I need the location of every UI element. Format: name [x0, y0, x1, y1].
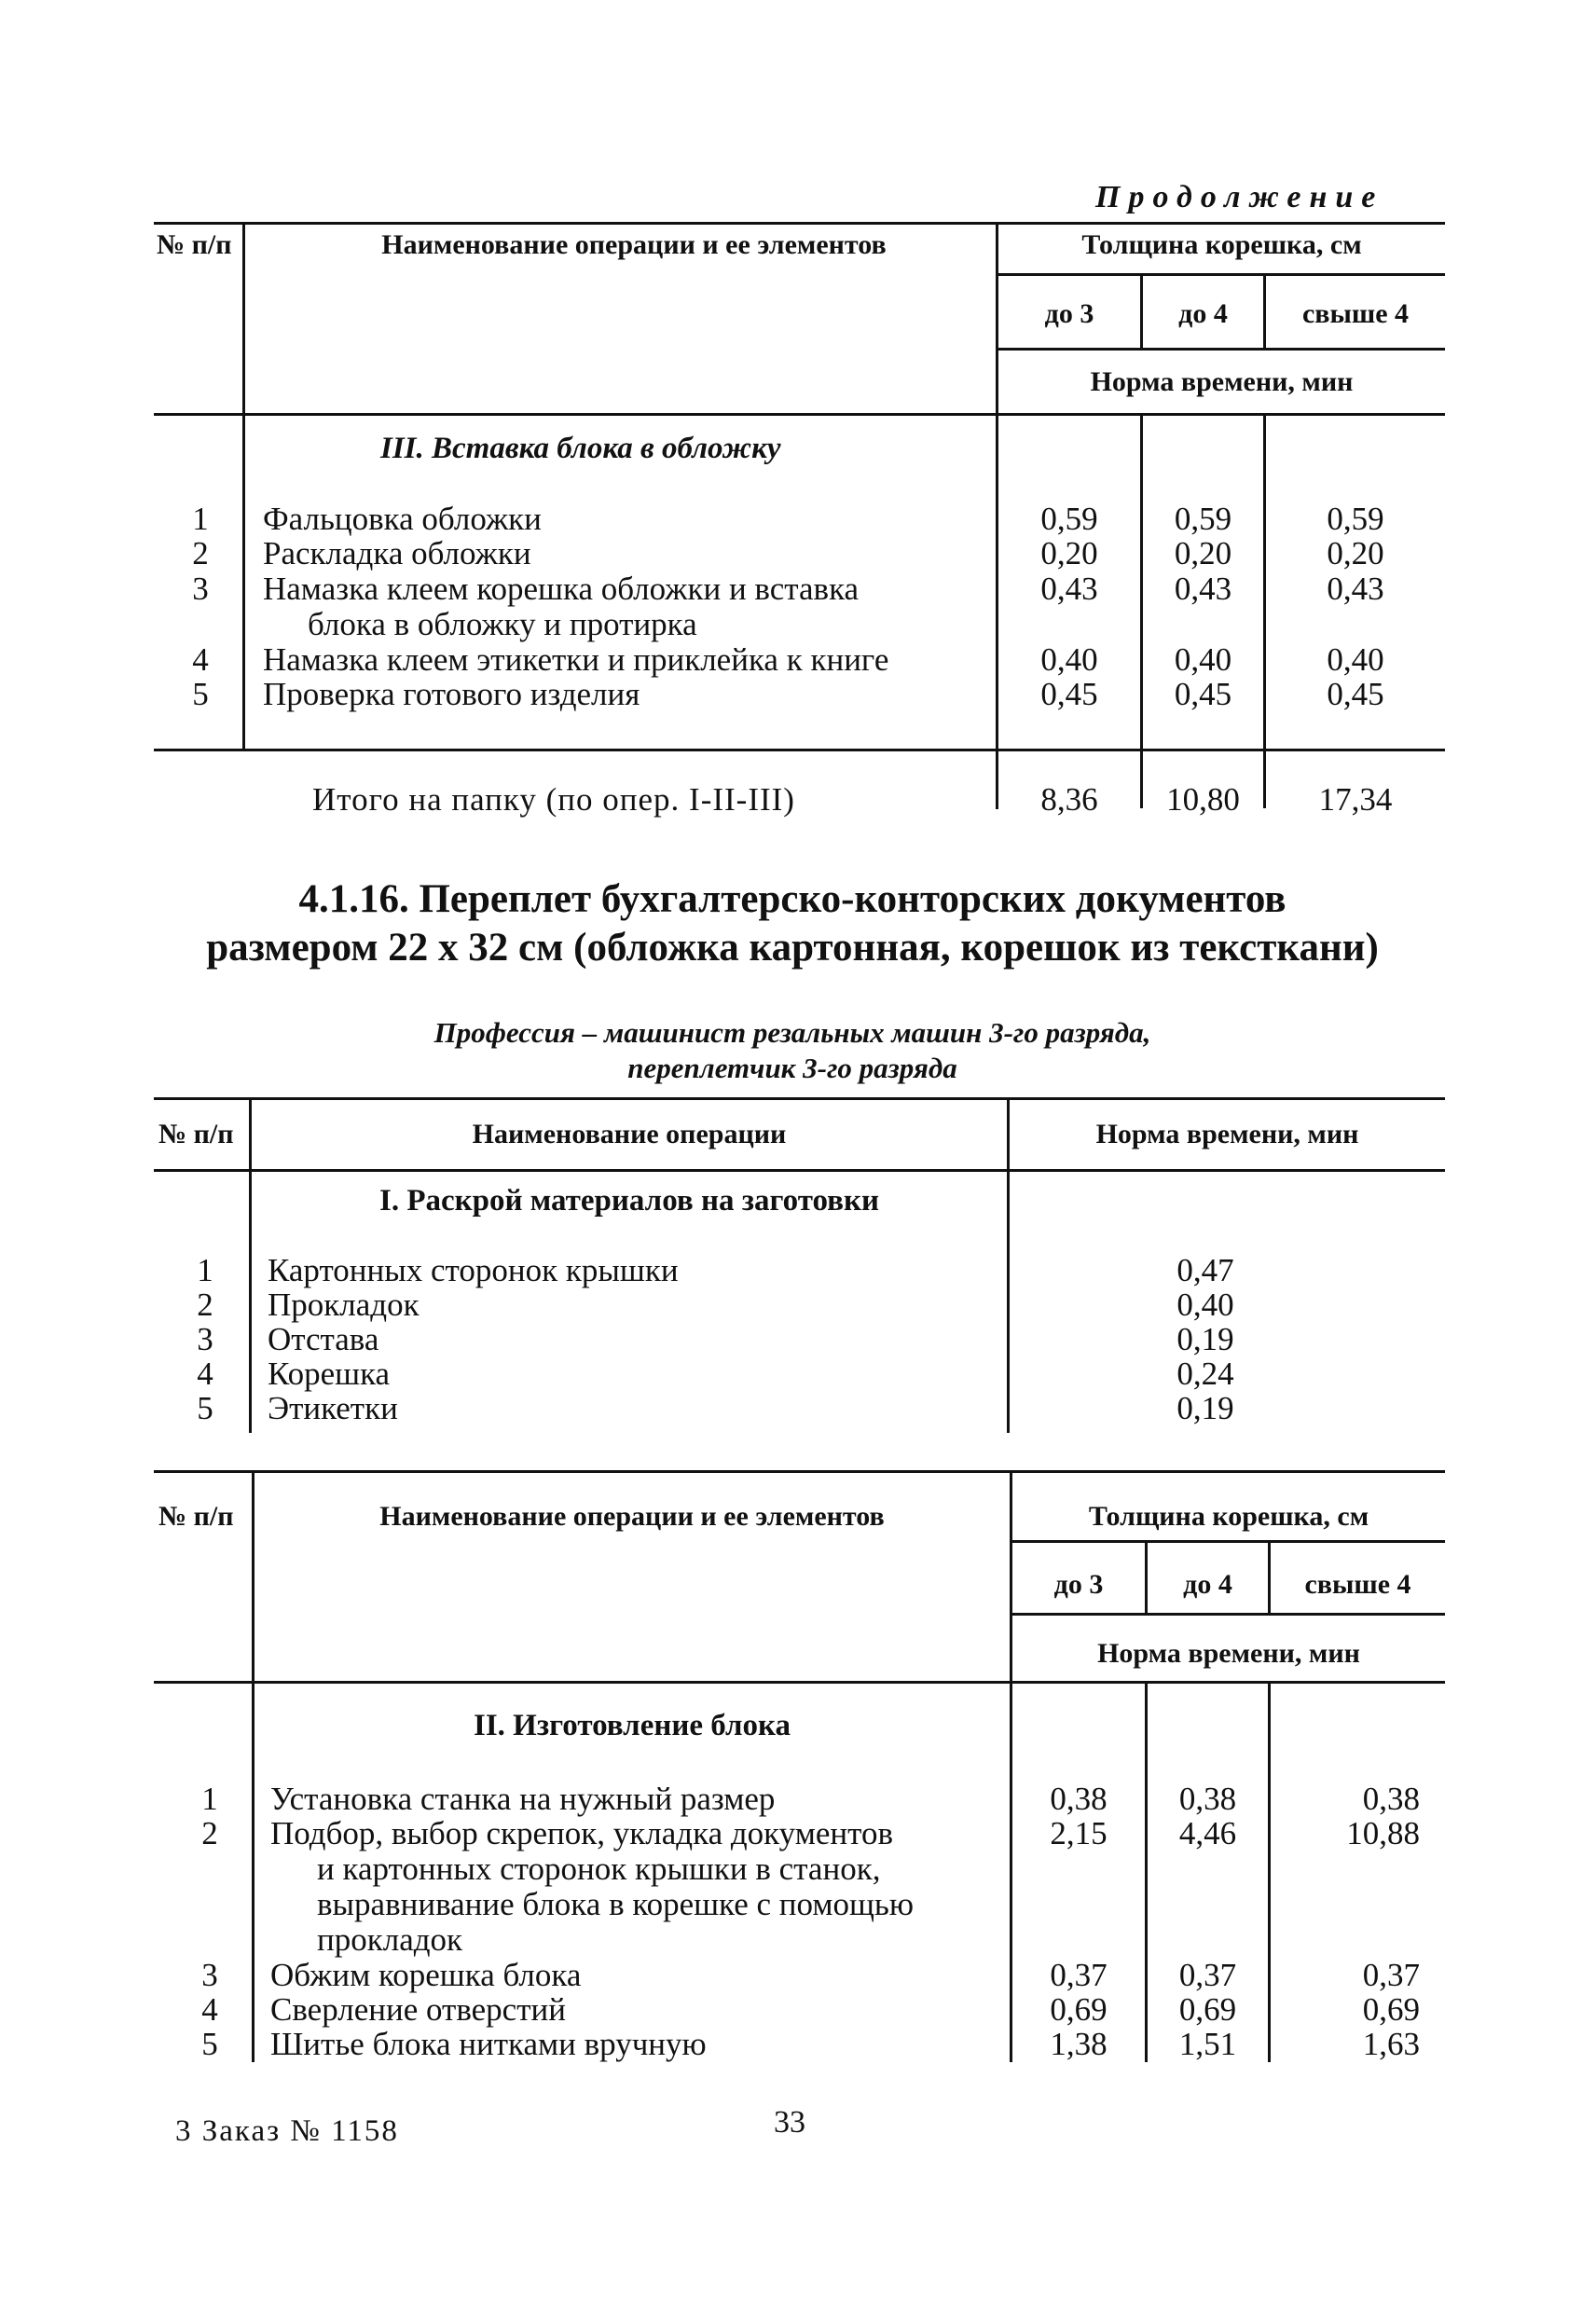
table1-row-value: 0,59 — [1040, 501, 1098, 537]
table3-row-value: 2,15 — [1050, 1815, 1108, 1851]
table2-row-value: 0,40 — [1176, 1287, 1234, 1323]
table3-section-title: II. Изготовление блока — [474, 1709, 791, 1742]
table2-section-title: I. Раскрой материалов на заготовки — [378, 1184, 879, 1218]
table3-row-value: 4,46 — [1178, 1815, 1237, 1851]
table3-row-name-cont: прокладок — [317, 1921, 463, 1958]
table2-row-value: 0,19 — [1176, 1390, 1234, 1426]
table3-row-value: 0,37 — [1362, 1957, 1420, 1993]
table2-row-value: 0,24 — [1176, 1356, 1234, 1392]
table3-norm-header: Норма времени, мин — [1097, 1638, 1360, 1669]
table1-row-name: Фальцовка обложки — [263, 501, 542, 537]
table1-norm-header: Норма времени, мин — [1090, 366, 1354, 397]
table2-col-num-header: № п/п — [158, 1119, 234, 1149]
table1-row-num: 5 — [192, 676, 209, 712]
table3-row-value: 1,63 — [1362, 2026, 1420, 2062]
table1-row-value: 0,40 — [1327, 641, 1384, 678]
section-heading-line2: размером 22 х 32 см (обложка картонная, корешок из тексткани) — [206, 926, 1379, 970]
table3-row-value: 1,51 — [1178, 2026, 1237, 2062]
table2-row-value: 0,19 — [1176, 1321, 1234, 1357]
table1-total-value: 8,36 — [1040, 781, 1098, 818]
table2-row-name: Прокладок — [268, 1287, 420, 1323]
table3-subcol-upto3: до 3 — [1053, 1569, 1104, 1600]
table1-row-value: 0,43 — [1040, 571, 1098, 607]
table3-row-name: Подбор, выбор скрепок, укладка документов — [270, 1815, 893, 1851]
table1-subcol-over4: свыше 4 — [1301, 298, 1410, 329]
table1-row-value: 0,20 — [1174, 535, 1232, 571]
table3-row-num: 1 — [201, 1781, 218, 1817]
table1-row-value: 0,45 — [1040, 676, 1098, 712]
table3-thickness-header: Толщина корешка, см — [1088, 1501, 1369, 1532]
table3-row-name: Установка станка на нужный размер — [270, 1781, 776, 1817]
table2-row-num: 5 — [197, 1390, 213, 1426]
table1-row-value: 0,59 — [1327, 501, 1384, 537]
table1-row-value: 0,43 — [1174, 571, 1232, 607]
table3-col-num-header: № п/п — [158, 1501, 234, 1532]
table2-row-name: Корешка — [268, 1356, 391, 1392]
table1-total-value: 17,34 — [1318, 781, 1393, 818]
table3-row-value: 0,38 — [1050, 1781, 1108, 1817]
table3-row-name-cont: и картонных сторонок крышки в станок, — [317, 1851, 881, 1887]
table3-row-value: 10,88 — [1346, 1815, 1420, 1851]
table3-row-value: 0,38 — [1178, 1781, 1237, 1817]
table1-row-value: 0,45 — [1327, 676, 1384, 712]
table2-col-norm-header: Норма времени, мин — [1095, 1119, 1359, 1149]
table1-section-title: III. Вставка блока в обложку — [380, 432, 781, 465]
section-heading-line1: 4.1.16. Переплет бухгалтерско-конторских документов — [298, 877, 1286, 921]
table3-row-num: 2 — [201, 1815, 218, 1851]
profession-line2: переплетчик 3-го разряда — [627, 1052, 957, 1084]
table1-row-num: 4 — [192, 641, 209, 678]
table1-col-name-header: Наименование операции и ее элементов — [381, 229, 887, 260]
footer-order-number: 3 Заказ № 1158 — [175, 2114, 399, 2148]
table3-row-value: 1,38 — [1050, 2026, 1108, 2062]
table3-row-name: Сверление отверстий — [270, 1991, 566, 2028]
table2-row-name: Этикетки — [268, 1390, 398, 1426]
table2-row-value: 0,47 — [1176, 1252, 1234, 1288]
table1-col-num-header: № п/п — [157, 229, 232, 260]
table2-row-name: Картонных сторонок крышки — [268, 1252, 679, 1288]
table1-row-num: 2 — [192, 535, 209, 571]
table2-row-name: Отстава — [268, 1321, 379, 1357]
table3-subcol-over4: свыше 4 — [1304, 1569, 1411, 1600]
table3-row-num: 4 — [201, 1991, 218, 2028]
table2-row-num: 2 — [197, 1287, 213, 1323]
table3-row-value: 0,37 — [1050, 1957, 1108, 1993]
table1-total-value: 10,80 — [1166, 781, 1240, 818]
table3-row-value: 0,38 — [1362, 1781, 1420, 1817]
table2-row-num: 3 — [197, 1321, 213, 1357]
table1-row-value: 0,40 — [1174, 641, 1232, 678]
table2-row-num: 4 — [197, 1356, 213, 1392]
table3-row-value: 0,69 — [1362, 1991, 1420, 2028]
table3-row-name-cont: выравнивание блока в корешке с помощью — [317, 1886, 915, 1922]
table3-row-num: 3 — [201, 1957, 218, 1993]
table2-col-name-header: Наименование операции — [472, 1119, 787, 1149]
table1-row-name: Намазка клеем этикетки и приклейка к книге — [263, 641, 889, 678]
page-number: 33 — [774, 2105, 805, 2140]
table3-row-name: Обжим корешка блока — [270, 1957, 582, 1993]
table1-row-value: 0,43 — [1327, 571, 1384, 607]
table3-row-value: 0,69 — [1178, 1991, 1237, 2028]
table3-row-name: Шитье блока нитками вручную — [270, 2026, 707, 2062]
table1-row-value: 0,20 — [1327, 535, 1384, 571]
table1-row-value: 0,45 — [1174, 676, 1232, 712]
table1-row-value: 0,59 — [1174, 501, 1232, 537]
profession-line1: Профессия – машинист резальных машин 3-го разряда, — [433, 1016, 1151, 1049]
table1-row-value: 0,20 — [1040, 535, 1098, 571]
table2-row-num: 1 — [197, 1252, 213, 1288]
table3-row-value: 0,37 — [1178, 1957, 1237, 1993]
table1-subcol-upto3: до 3 — [1044, 298, 1094, 329]
table1-row-name: Раскладка обложки — [263, 535, 531, 571]
table3-row-num: 5 — [201, 2026, 218, 2062]
table1-subcol-upto4: до 4 — [1178, 298, 1228, 329]
table3-row-value: 0,69 — [1050, 1991, 1108, 2028]
continuation-label: Продолжение — [1095, 180, 1384, 214]
table1-thickness-header: Толщина корешка, см — [1081, 229, 1362, 260]
table3-subcol-upto4: до 4 — [1183, 1569, 1232, 1600]
table1-row-name-cont: блока в обложку и протирка — [308, 606, 697, 642]
table1-row-num: 1 — [192, 501, 209, 537]
table3-col-name-header: Наименование операции и ее элементов — [379, 1501, 885, 1532]
table1-row-name: Проверка готового изделия — [263, 676, 640, 712]
table1-total-label: Итого на папку (по опер. I-II-III) — [312, 781, 795, 818]
table1-row-value: 0,40 — [1040, 641, 1098, 678]
table1-row-num: 3 — [192, 571, 209, 607]
table1-row-name: Намазка клеем корешка обложки и вставка — [263, 571, 860, 607]
